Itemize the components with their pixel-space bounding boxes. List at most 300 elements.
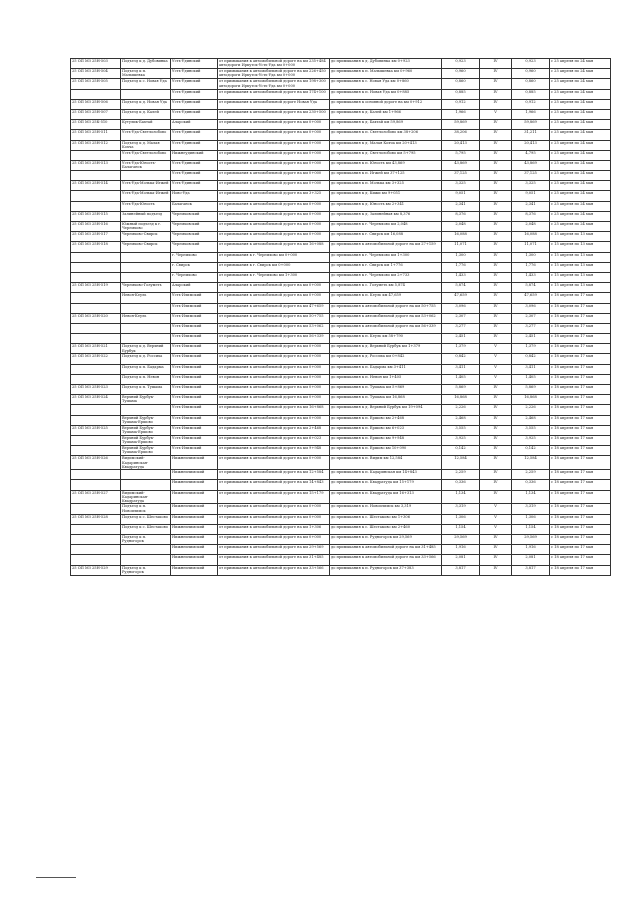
start-point-cell: от примыкания к г. Черемхово км 0+000: [218, 252, 330, 262]
restriction-period-cell: с 18 апреля по 17 мая: [550, 293, 611, 303]
restricted-length-cell: 0,923: [512, 59, 550, 69]
road-id-cell: [71, 555, 121, 565]
category-cell: IV: [480, 59, 512, 69]
length-cell: 3,925: [442, 435, 480, 445]
restriction-period-cell: с 18 апреля по 17 мая: [550, 490, 611, 504]
road-name-cell: Усть-Уда-Молька-Игжей: [121, 191, 171, 201]
start-point-cell: от примыкания к автомобильной дороге на км 0+000: [218, 232, 330, 242]
category-cell: IV: [480, 334, 512, 344]
district-cell: Усть-Илимский: [171, 425, 218, 435]
length-cell: 0,923: [442, 59, 480, 69]
road-name-cell: [121, 303, 171, 313]
restricted-length-cell: 0,860: [512, 79, 550, 89]
road-name-cell: Верхний Бурбук-Тушама-Ершово: [121, 435, 171, 445]
restricted-length-cell: 2,451: [512, 334, 550, 344]
restricted-length-cell: 1,300: [512, 252, 550, 262]
start-point-cell: от примыкания к автомобильной дороге на км 0+000: [218, 374, 330, 384]
length-cell: 1,433: [442, 272, 480, 282]
road-name-cell: [121, 171, 171, 181]
restricted-length-cell: 1,154: [512, 524, 550, 534]
category-cell: IV: [480, 252, 512, 262]
category-cell: IV: [480, 565, 512, 575]
table-row: [71, 425, 611, 435]
start-point-cell: от примыкания к автомобильной дороге на км 15+179: [218, 490, 330, 504]
end-point-cell: до примыкания к п. Кеуль км 47,659: [330, 293, 442, 303]
category-cell: IV: [480, 211, 512, 221]
table-row: [71, 456, 611, 470]
restriction-period-cell: с 25 апреля по 24 мая: [550, 79, 611, 89]
category-cell: V: [480, 504, 512, 514]
table-row: [71, 323, 611, 333]
category-cell: IV: [480, 201, 512, 211]
district-cell: Усть-Удинский: [171, 160, 218, 170]
table-row: [71, 446, 611, 456]
length-cell: 0,336: [442, 480, 480, 490]
length-cell: 2,307: [442, 313, 480, 323]
end-point-cell: до примыкания к автомобильной дороге на км 31+485: [330, 545, 442, 555]
category-cell: IV: [480, 232, 512, 242]
road-name-cell: Подъезд к д. Малая Кохча: [121, 140, 171, 150]
category-cell: IV: [480, 323, 512, 333]
table-row: [71, 89, 611, 99]
district-cell: Усть-Илимский: [171, 446, 218, 456]
restriction-period-cell: с 15 апреля по 13 мая: [550, 252, 611, 262]
road-id-cell: [71, 293, 121, 303]
road-id-cell: 25 OП МЗ 25Н-529: [71, 565, 121, 575]
district-cell: Усть-Илимский: [171, 364, 218, 374]
end-point-cell: до примыкания к с. Шестаково км 1+306: [330, 514, 442, 524]
restriction-period-cell: с 25 апреля по 24 мая: [550, 59, 611, 69]
district-cell: Нижнеилимский: [171, 555, 218, 565]
road-id-cell: [71, 89, 121, 99]
end-point-cell: до примыкания к п. Молька км 3+325: [330, 181, 442, 191]
restricted-length-cell: 43,869: [512, 160, 550, 170]
district-cell: Ново-Уда: [171, 191, 218, 201]
road-name-cell: Подъезд к п. Рудногорск: [121, 535, 171, 545]
district-cell: Нижнеилимский: [171, 456, 218, 470]
district-cell: Усть-Илимский: [171, 395, 218, 405]
table-row: [71, 395, 611, 405]
restricted-length-cell: 2,226: [512, 405, 550, 415]
road-name-cell: [121, 545, 171, 555]
category-cell: IV: [480, 69, 512, 79]
length-cell: 3,319: [442, 504, 480, 514]
restricted-length-cell: 2,259: [512, 470, 550, 480]
table-row: [71, 555, 611, 565]
category-cell: IV: [480, 435, 512, 445]
end-point-cell: до примыкания к автомобильной дороге на км 53+062: [330, 313, 442, 323]
table-row: [71, 415, 611, 425]
road-id-cell: [71, 535, 121, 545]
category-cell: IV: [480, 535, 512, 545]
district-cell: Усть-Илимский: [171, 385, 218, 395]
table-row: [71, 334, 611, 344]
end-point-cell: до примыкания к г. Черемхово км 2,048: [330, 222, 442, 232]
restricted-length-cell: 5,874: [512, 283, 550, 293]
start-point-cell: от примыкания к автомобильной дороге на км 56+339: [218, 334, 330, 344]
district-cell: Усть-Удинский: [171, 140, 218, 150]
restriction-period-cell: с 18 апреля по 17 мая: [550, 303, 611, 313]
district-cell: г. Свирск: [171, 262, 218, 272]
road-id-cell: 25 OП МЗ 25Н-515: [71, 211, 121, 221]
restriction-period-cell: с 25 апреля по 24 мая: [550, 150, 611, 160]
end-point-cell: до примыкания к д. Дубовинка км 0+923: [330, 59, 442, 69]
restricted-length-cell: 2,341: [512, 201, 550, 211]
road-name-cell: Верхний Бурбук-Тушама-Ершово: [121, 446, 171, 456]
length-cell: 0,860: [442, 79, 480, 89]
road-name-cell: Подъезд к д. Россиха: [121, 354, 171, 364]
length-cell: 59,869: [442, 120, 480, 130]
start-point-cell: от примыкания к автомобильной дороге на км 230+500: [218, 109, 330, 119]
restricted-length-cell: 5,869: [512, 385, 550, 395]
length-cell: 1,916: [442, 545, 480, 555]
road-id-cell: [71, 191, 121, 201]
restriction-period-cell: с 18 апреля по 17 мая: [550, 405, 611, 415]
road-name-cell: Невон-Кеуль: [121, 313, 171, 323]
road-id-cell: [71, 334, 121, 344]
restriction-period-cell: с 18 апреля по 17 мая: [550, 480, 611, 490]
start-point-cell: от примыкания к автомобильной дороге на км 0+000: [218, 181, 330, 191]
district-cell: Усть-Илимский: [171, 374, 218, 384]
road-name-cell: [121, 405, 171, 415]
road-name-cell: Невон-Кеуль: [121, 293, 171, 303]
road-name-cell: [121, 480, 171, 490]
restricted-length-cell: 3,925: [512, 435, 550, 445]
end-point-cell: до примыкания к п. Игжей км 37+125: [330, 171, 442, 181]
restricted-length-cell: 3,096: [512, 303, 550, 313]
length-cell: 2,468: [442, 415, 480, 425]
road-name-cell: Южный подъезд к г. Черемхово: [121, 222, 171, 232]
end-point-cell: до примыкания к п. Юность км 43,869: [330, 160, 442, 170]
table-row: [71, 272, 611, 282]
road-id-cell: 25 OП МЗ 25Н-521: [71, 344, 121, 354]
category-cell: V: [480, 514, 512, 524]
road-closure-table: [70, 58, 611, 576]
table-row: [71, 545, 611, 555]
road-id-cell: 25 OП МЗ 25Н-503: [71, 59, 121, 69]
end-point-cell: до примыкания к основной дороге на км 0+912: [330, 99, 442, 109]
road-name-cell: Усть-Уда-Светлолобово: [121, 150, 171, 160]
district-cell: Черемховский: [171, 242, 218, 252]
restricted-length-cell: 0,336: [512, 480, 550, 490]
length-cell: 1,405: [442, 374, 480, 384]
category-cell: IV: [480, 456, 512, 470]
start-point-cell: от примыкания к автомобильной дороге Новая Уда: [218, 99, 330, 109]
length-cell: 1,300: [442, 252, 480, 262]
table-row: [71, 354, 611, 364]
start-point-cell: от примыкания к автомобильной дороге на км 12+584: [218, 470, 330, 480]
district-cell: Усть-Илимский: [171, 334, 218, 344]
start-point-cell: от примыкания к автомобильной дороге на км 3+325: [218, 191, 330, 201]
restriction-period-cell: с 25 апреля по 24 мая: [550, 130, 611, 140]
road-id-cell: [71, 524, 121, 534]
start-point-cell: от примыкания к автомобильной дороге на км 0+000: [218, 120, 330, 130]
end-point-cell: до примыкания к д. Верхний Бурбук км 19+094: [330, 405, 442, 415]
restriction-period-cell: с 18 апреля по 17 мая: [550, 514, 611, 524]
start-point-cell: от примыкания к автомобильной дороге на км 0+000: [218, 222, 330, 232]
restriction-period-cell: с 18 апреля по 17 мая: [550, 415, 611, 425]
restricted-length-cell: 0,842: [512, 354, 550, 364]
end-point-cell: до примыкания к с. Шестаково км 2+460: [330, 524, 442, 534]
road-name-cell: Усть-Уда-Молька-Игжей: [121, 181, 171, 191]
table-row: [71, 140, 611, 150]
end-point-cell: до примыкания к автомобильной дороге на км 27+159: [330, 242, 442, 252]
road-id-cell: 25 OП МЗ 25Н-519: [71, 283, 121, 293]
category-cell: IV: [480, 555, 512, 565]
start-point-cell: от примыкания к автомобильной дороге на км 29+569: [218, 545, 330, 555]
category-cell: IV: [480, 99, 512, 109]
district-cell: Усть-Илимский: [171, 354, 218, 364]
table-row: [71, 181, 611, 191]
restricted-length-cell: 3,411: [512, 364, 550, 374]
road-name-cell: Залинейный подъезд: [121, 211, 171, 221]
district-cell: Балаганск: [171, 201, 218, 211]
road-id-cell: 25 OП МЗ 25Н-527: [71, 490, 121, 504]
restriction-period-cell: с 18 апреля по 17 мая: [550, 334, 611, 344]
start-point-cell: от примыкания к автомобильной дороге на км 0+000: [218, 211, 330, 221]
road-name-cell: Видимский-Кадаринская-Квадратуда: [121, 490, 171, 504]
restricted-length-cell: 4,795: [512, 150, 550, 160]
restriction-period-cell: с 25 апреля по 24 мая: [550, 191, 611, 201]
length-cell: 0,912: [442, 99, 480, 109]
category-cell: V: [480, 354, 512, 364]
start-point-cell: от примыкания к автомобильной дороге на км 14+843: [218, 480, 330, 490]
restricted-length-cell: 1,134: [512, 490, 550, 504]
length-cell: 5,874: [442, 283, 480, 293]
restriction-period-cell: с 18 апреля по 17 мая: [550, 446, 611, 456]
length-cell: 38,206: [442, 130, 480, 140]
start-point-cell: от примыкания к автомобильной дороге на км 0+000: [218, 150, 330, 160]
restricted-length-cell: 16,088: [512, 232, 550, 242]
restriction-period-cell: с 25 апреля по 24 мая: [550, 69, 611, 79]
length-cell: 3,325: [442, 181, 480, 191]
restricted-length-cell: 37,125: [512, 171, 550, 181]
length-cell: 0,960: [442, 69, 480, 79]
road-name-cell: [121, 262, 171, 272]
end-point-cell: до примыкания к п. Тушама км 16,868: [330, 395, 442, 405]
length-cell: 2,048: [442, 222, 480, 232]
start-point-cell: от примыкания к автомобильной дороге на км 0+000: [218, 514, 330, 524]
restriction-period-cell: с 25 апреля по 24 мая: [550, 222, 611, 232]
road-id-cell: 25 OП МЗ 25Н-523: [71, 385, 121, 395]
road-id-cell: [71, 405, 121, 415]
end-point-cell: до примыкания к п. Квадратуда км 15+179: [330, 480, 442, 490]
road-name-cell: Подъезд к д. Новая Уда: [121, 99, 171, 109]
start-point-cell: от примыкания к автомобильной дороге на км 0+000: [218, 364, 330, 374]
category-cell: IV: [480, 293, 512, 303]
road-id-cell: 25 OП МЗ 25Н-528: [71, 514, 121, 524]
road-name-cell: Кутулик-Бахтай: [121, 120, 171, 130]
road-id-cell: 25 OП МЗ 25Н-520: [71, 313, 121, 323]
road-name-cell: Черемхово-Голуметь: [121, 283, 171, 293]
road-id-cell: [71, 504, 121, 514]
district-cell: Усть-Удинский: [171, 181, 218, 191]
restricted-length-cell: 9,051: [512, 191, 550, 201]
road-id-cell: 25 OП МЗ 25Н-513: [71, 160, 121, 170]
length-cell: 1,776: [442, 262, 480, 272]
end-point-cell: до примыкания к автомобильной дороге на км 56+339: [330, 323, 442, 333]
category-cell: IV: [480, 79, 512, 89]
road-id-cell: 25 OП МЗ 25Н-525: [71, 425, 121, 435]
restricted-length-cell: 2,307: [512, 313, 550, 323]
district-cell: Черемховский: [171, 211, 218, 221]
end-point-cell: до примыкания к п. Ершово км 2+468: [330, 415, 442, 425]
length-cell: 0,842: [442, 354, 480, 364]
road-id-cell: 25 OП МЗ 25Н-506: [71, 99, 121, 109]
road-name-cell: Подъезд к с. Шестаково: [121, 524, 171, 534]
length-cell: 2,451: [442, 334, 480, 344]
category-cell: IV: [480, 545, 512, 555]
road-name-cell: [121, 470, 171, 480]
category-cell: IV: [480, 130, 512, 140]
district-cell: Усть-Удинский: [171, 171, 218, 181]
end-point-cell: до примыкания к д. Светлолобово км 5+795: [330, 150, 442, 160]
table-row: [71, 470, 611, 480]
category-cell: IV: [480, 171, 512, 181]
category-cell: IV: [480, 191, 512, 201]
district-cell: Усть-Удинский: [171, 69, 218, 79]
category-cell: IV: [480, 262, 512, 272]
restriction-period-cell: с 25 апреля по 24 мая: [550, 171, 611, 181]
restriction-period-cell: с 25 апреля по 24 мая: [550, 89, 611, 99]
restriction-period-cell: с 25 апреля по 24 мая: [550, 160, 611, 170]
table-row: [71, 109, 611, 119]
restricted-length-cell: 59,869: [512, 120, 550, 130]
road-id-cell: [71, 364, 121, 374]
road-name-cell: Подъезд к п. Тушама: [121, 385, 171, 395]
length-cell: 1,154: [442, 524, 480, 534]
end-point-cell: до примыкания к г. Свирск км 16,088: [330, 232, 442, 242]
length-cell: 1,306: [442, 514, 480, 524]
road-id-cell: [71, 272, 121, 282]
restriction-period-cell: с 25 апреля по 24 мая: [550, 201, 611, 211]
end-point-cell: до примыкания к п. Ершово км 6+023: [330, 425, 442, 435]
road-id-cell: 25 OП МЗ 25Н-511: [71, 130, 121, 140]
end-point-cell: до примыкания к п. Тушама км 5+869: [330, 385, 442, 395]
start-point-cell: от примыкания к автомобильной дороге на км 0+000: [218, 504, 330, 514]
district-cell: Нижнеилимский: [171, 504, 218, 514]
road-id-cell: [71, 545, 121, 555]
table-row: [71, 99, 611, 109]
start-point-cell: от примыкания к автомобильной дороге на км 0+000: [218, 201, 330, 211]
start-point-cell: от примыкания к автомобильной дороге на км 0+000: [218, 535, 330, 545]
restriction-period-cell: с 15 апреля по 13 мая: [550, 272, 611, 282]
table-row: [71, 313, 611, 323]
end-point-cell: до примыкания к автомобильной дороге на км 33+566: [330, 555, 442, 565]
district-cell: Нижнеилимский: [171, 565, 218, 575]
table-row: [71, 374, 611, 384]
table-row: [71, 364, 611, 374]
restricted-length-cell: 1,306: [512, 514, 550, 524]
road-id-cell: 25 OП МЗ 25Н-507: [71, 109, 121, 119]
district-cell: Усть-Удинский: [171, 130, 218, 140]
road-id-cell: 25 OП МЗ 25К-510: [71, 120, 121, 130]
road-id-cell: [71, 470, 121, 480]
category-cell: V: [480, 109, 512, 119]
district-cell: Усть-Илимский: [171, 323, 218, 333]
district-cell: Усть-Удинский: [171, 99, 218, 109]
table-row: [71, 201, 611, 211]
length-cell: 5,795: [442, 150, 480, 160]
start-point-cell: от примыкания к автомобильной дороге на км 9+948: [218, 446, 330, 456]
road-name-cell: [121, 252, 171, 262]
district-cell: Черемховский: [171, 232, 218, 242]
district-cell: Усть-Удинский: [171, 79, 218, 89]
restriction-period-cell: с 18 апреля по 17 мая: [550, 344, 611, 354]
restricted-length-cell: 1,379: [512, 344, 550, 354]
start-point-cell: от примыкания к автомобильной дороге на км 50+755: [218, 313, 330, 323]
start-point-cell: от примыкания к автомобильной дороге на км 0+000: [218, 293, 330, 303]
end-point-cell: до примыкания к п. Видим км 12,584: [330, 456, 442, 470]
restricted-length-cell: 2,081: [512, 555, 550, 565]
end-point-cell: до примыкания к д. Юность км 2+341: [330, 201, 442, 211]
length-cell: 37,125: [442, 171, 480, 181]
end-point-cell: до примыкания к г. Черемхово км 2+733: [330, 272, 442, 282]
end-point-cell: до примыкания к г. Черемхово км 1+300: [330, 252, 442, 262]
end-point-cell: до примыкания к п. Малышевка км 0+960: [330, 69, 442, 79]
table-row: [71, 303, 611, 313]
road-name-cell: Подъезд к с. Шестаково: [121, 514, 171, 524]
start-point-cell: от примыкания к автомобильной дороге на км 0+000: [218, 160, 330, 170]
restricted-length-cell: 8,376: [512, 211, 550, 221]
road-name-cell: Черемхово-Свирск: [121, 242, 171, 252]
category-cell: IV: [480, 395, 512, 405]
start-point-cell: от примыкания к автомобильной дороге на км 0+000: [218, 395, 330, 405]
restricted-length-cell: 20,413: [512, 140, 550, 150]
restriction-period-cell: с 15 апреля по 13 мая: [550, 283, 611, 293]
length-cell: 9,051: [442, 191, 480, 201]
road-name-cell: [121, 89, 171, 99]
length-cell: 5,869: [442, 385, 480, 395]
end-point-cell: до примыкания к д. Верхний Бурбук км 1+379: [330, 344, 442, 354]
start-point-cell: от примыкания к автомобильной дороге на км 0+000: [218, 385, 330, 395]
restriction-period-cell: с 25 апреля по 24 мая: [550, 109, 611, 119]
footer-rule: [36, 877, 76, 878]
restricted-length-cell: 0,912: [512, 99, 550, 109]
end-point-cell: до примыкания к д. Калей км 1+966: [330, 109, 442, 119]
table-row: [71, 514, 611, 524]
start-point-cell: от примыкания к автомобильной дороге на км 0+000: [218, 354, 330, 364]
restricted-length-cell: 1,405: [512, 374, 550, 384]
end-point-cell: до примыкания к п. Кадаринская км 14+843: [330, 470, 442, 480]
restriction-period-cell: с 25 апреля по 24 мая: [550, 120, 611, 130]
table-row: [71, 160, 611, 170]
table-row: [71, 490, 611, 504]
end-point-cell: до примыкания к с. Голуметь км 5,874: [330, 283, 442, 293]
length-cell: 2,226: [442, 405, 480, 415]
end-point-cell: до примыкания к д. Малая Кохча км 20+413: [330, 140, 442, 150]
table-row: [71, 283, 611, 293]
district-cell: Нижнеилимский: [171, 490, 218, 504]
road-id-cell: 25 OП МЗ 25Н-522: [71, 354, 121, 364]
restriction-period-cell: с 25 апреля по 24 мая: [550, 140, 611, 150]
category-cell: IV: [480, 405, 512, 415]
restriction-period-cell: с 18 апреля по 17 мая: [550, 354, 611, 364]
district-cell: Усть-Илимский: [171, 293, 218, 303]
category-cell: V: [480, 344, 512, 354]
road-id-cell: 25 OП МЗ 25Н-517: [71, 232, 121, 242]
road-name-cell: Верхний Бурбук-Тушама-Ершово: [121, 415, 171, 425]
category-cell: IV: [480, 470, 512, 480]
restricted-length-cell: 11,071: [512, 242, 550, 252]
restricted-length-cell: 2,048: [512, 222, 550, 232]
table-row: [71, 252, 611, 262]
end-point-cell: до примыкания к п. Невон км 1+405: [330, 374, 442, 384]
table-row: [71, 191, 611, 201]
restriction-period-cell: с 15 апреля по 13 мая: [550, 262, 611, 272]
road-name-cell: Подъезд к д. Калей: [121, 109, 171, 119]
district-cell: Нижнеилимский: [171, 514, 218, 524]
